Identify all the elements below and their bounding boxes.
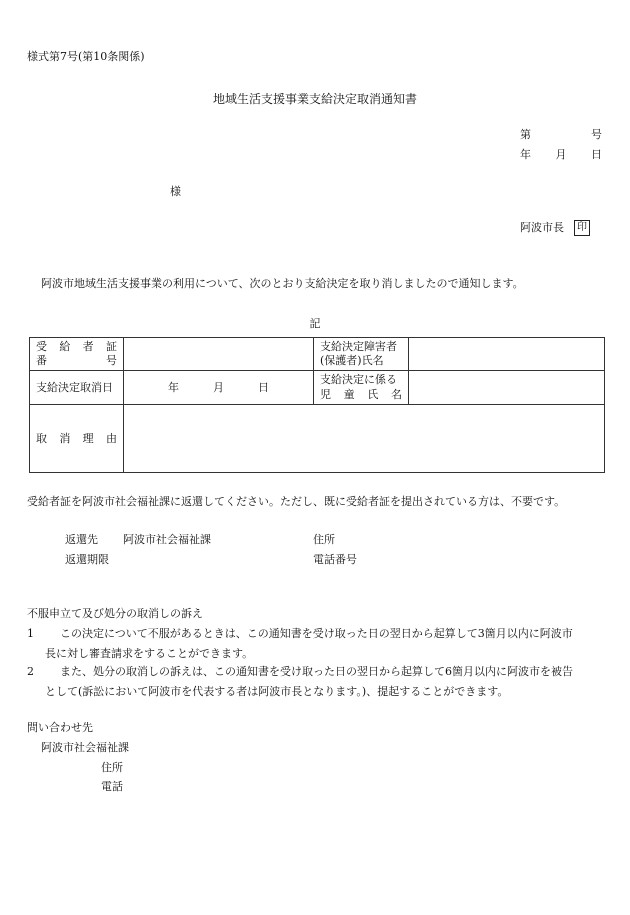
number-go: 号 bbox=[591, 128, 602, 141]
return-destination-label: 返還先 bbox=[65, 533, 98, 546]
form-number: 様式第7号(第10条関係) bbox=[27, 50, 145, 63]
ki-marker: 記 bbox=[309, 317, 321, 330]
appeal-heading: 不服申立て及び処分の取消しの訴え bbox=[27, 607, 203, 620]
item-number: 2 bbox=[27, 665, 34, 678]
recipient-name-value[interactable] bbox=[409, 338, 605, 371]
child-name-value[interactable] bbox=[409, 371, 605, 405]
issue-month: 月 bbox=[555, 148, 567, 161]
inquiry-phone-label: 電話 bbox=[101, 780, 123, 793]
item-number: 1 bbox=[27, 627, 34, 640]
document-title: 地域生活支援事業支給決定取消通知書 bbox=[212, 92, 417, 106]
return-deadline-label: 返還期限 bbox=[65, 553, 109, 566]
return-address-label: 住所 bbox=[313, 533, 335, 546]
recipient-name-label: 支給決定障害者 (保護者)氏名 bbox=[314, 338, 409, 371]
inquiry-heading: 問い合わせ先 bbox=[27, 721, 93, 734]
issue-year: 年 bbox=[520, 148, 531, 161]
item-text-line2: として(訴訟において阿波市を代表する者は阿波市長となります。)、提起することができます。 bbox=[45, 685, 509, 698]
details-table bbox=[29, 337, 605, 473]
recipient-cert-value[interactable] bbox=[124, 338, 314, 371]
item-text-line1: この決定について不服があるときは、この通知書を受け取った日の翌日から起算して3箇月以内に阿波市 bbox=[60, 627, 573, 640]
issue-date-row bbox=[520, 147, 602, 167]
return-destination-value: 阿波市社会福祉課 bbox=[123, 533, 211, 546]
document-number-row bbox=[520, 127, 602, 147]
table-row bbox=[30, 405, 605, 473]
issue-day: 日 bbox=[591, 148, 602, 161]
child-name-label: 支給決定に係る 児 童 氏 名 bbox=[314, 371, 409, 405]
number-dai: 第 bbox=[520, 128, 531, 141]
cancel-reason-value[interactable] bbox=[124, 405, 605, 473]
table-row bbox=[30, 371, 605, 405]
document-number-block bbox=[520, 127, 602, 167]
addressee-honorific: 様 bbox=[170, 185, 181, 198]
inquiry-department: 阿波市社会福祉課 bbox=[41, 741, 129, 754]
cancel-date-value[interactable]: 年 月 日 bbox=[124, 371, 314, 405]
return-note: 受給者証を阿波市社会福祉課に返還してください。ただし、既に受給者証を提出されている方は、不要です。 bbox=[27, 495, 566, 508]
cancel-reason-label: 取 消 理 由 bbox=[30, 405, 124, 473]
table-row bbox=[30, 338, 605, 371]
seal-stamp: 印 bbox=[574, 220, 590, 236]
issuer bbox=[520, 220, 590, 236]
return-phone-label: 電話番号 bbox=[313, 553, 357, 566]
item-text-line2: 長に対し審査請求をすることができます。 bbox=[45, 647, 254, 660]
recipient-cert-label: 受 給 者 証 番 号 bbox=[30, 338, 124, 371]
notice-text: 阿波市地域生活支援事業の利用について、次のとおり支給決定を取り消しましたので通知します。 bbox=[41, 277, 524, 290]
cancel-date-label: 支給決定取消日 bbox=[30, 371, 124, 405]
item-text-line1: また、処分の取消しの訴えは、この通知書を受け取った日の翌日から起算して6箇月以内に阿波市を被告 bbox=[60, 665, 573, 678]
issuer-name: 阿波市長 bbox=[520, 221, 564, 235]
inquiry-address-label: 住所 bbox=[101, 761, 123, 774]
